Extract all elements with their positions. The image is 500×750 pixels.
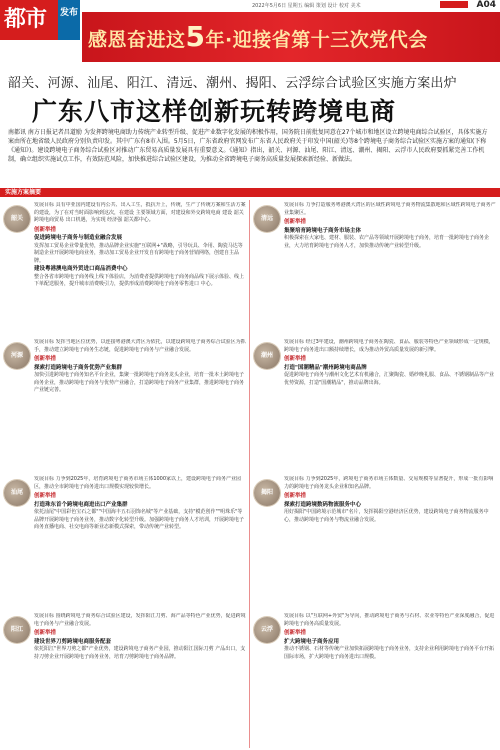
issue-date: 2022年5月6日 星期五 编辑 策划 设计 校对 美术 (252, 3, 361, 9)
city-badge-wrap (2, 343, 32, 369)
subheading: 打造珠东首个跨境电商进出口产业集群 (34, 501, 128, 508)
city-section (284, 476, 496, 609)
section-heading: 创新举措 (284, 493, 307, 499)
body-paragraph: 发展目标 力争打造服务粤港澳大湾区的区域性跨境电子商务物流集散地和区域性跨境电子商务产业集聚区。 (284, 202, 496, 216)
body-paragraph: 发展目标 围绕跨境电子商务综合试验区建设，发挥阳江刀剪、海产品等特色产业优势，促进跨境电子商务与产业融合发展。 (34, 613, 246, 627)
city-section (284, 339, 496, 472)
section-heading: 创新举措 (34, 493, 57, 499)
city-badge: 云浮 (254, 617, 280, 643)
banner-text (88, 20, 428, 53)
section-heading: 创新举措 (34, 356, 57, 362)
body-paragraph: 用好揭阳"中国跨境示范城市"名片，发挥揭阳空港经济区优势，建设跨境电子商务物流服务中心，推动跨境电子商务与物流业融合发展。 (284, 509, 489, 523)
banner-prefix: 感恩奋进 (88, 29, 167, 51)
body-paragraph: 整合各省市跨境电子商务线上线下体验店，为消费者提供跨境电子商务商品线下展示体验、线上下单配送服务，提升城市消费吸引力，提供形成消费跨境电子商务零售进口 中心。 (34, 273, 245, 287)
subheading: 建设粤港澳电商外贸进口商品消费中心 (34, 266, 128, 272)
city-badge-wrap (252, 343, 282, 369)
city-section (34, 339, 246, 472)
section-heading: 创新举措 (284, 630, 307, 636)
section-heading: 创新举措 (34, 226, 57, 233)
section-label: 实施方案摘要 (5, 189, 42, 196)
section-heading: 创新举措 (284, 356, 307, 362)
city-section (34, 476, 246, 609)
campaign-banner (82, 12, 500, 62)
city-badge: 清远 (254, 206, 280, 232)
section-bar (0, 188, 500, 197)
city-badge-wrap (252, 480, 282, 506)
city-badge-wrap (252, 617, 282, 643)
headline-subtitle: 韶关、河源、汕尾、阳江、清远、潮州、揭阳、云浮综合试验区实施方案出炉 (8, 76, 457, 91)
banner-number: 5 (185, 20, 206, 53)
body-paragraph: 发展目标 力争到2025年，培育跨境电子商务市场主体1000家以上，建设跨境电子商务产业园区，推动全市跨境电子商务进出口规模实现较快增长。 (34, 476, 242, 490)
editor-bar (440, 1, 468, 8)
banner-mid: 这 (166, 29, 186, 51)
city-badge: 河源 (4, 343, 30, 369)
section-logo-sub: 发布 (58, 0, 80, 40)
subheading: 探索打造跨境数码物流服务中心 (284, 501, 362, 508)
section-logo: 都市 (0, 0, 58, 40)
left-column (2, 200, 248, 748)
section-heading: 创新举措 (34, 630, 57, 636)
subheading: 探索打造跨境电子商务优势产业集群 (34, 364, 123, 371)
lede-paragraph: 南都讯 南方日报记者昌道励 为发挥跨境电商助力传统产业转型升级、促进产业数字化发展的积极作用，国务院日前批复同意在27个城市和地区设立跨境电商综合试验区，具体实施方案由所在地省级人民政府分别负责印发。其中广东有8市入围。5月5日，广东省政府官网发布广东省人民政府关于印发中国(韶关)等8个跨境电子商务综合试验区实施方案的通知(下称《通知》)。建设跨境电子商务综合试验区对推动广东贸易高质量发展具有重要意义。《通知》指出，韶关、河源、汕尾、阳江、清远、潮州、揭阳、云浮市人民政府要抓紧完善工作机制，确立组织实施试点工作，有效防范风险，加快推进综合试验区建设，为推动全省跨境电子商务高质量发展探索新经验、新做法。 (8, 129, 488, 163)
column-divider (249, 200, 250, 748)
body-paragraph: 发展目标 发挥当地区位优势，以连接粤港澳大湾区为依托，以建设跨境电子商务综合试验区为抓手，推动建立跨境电子商务生态链，促进跨境电子商务与产业融合发展。 (34, 339, 246, 353)
subheading: 打造"国潮精品"潮州跨境电商品牌 (284, 364, 367, 371)
body-paragraph: 推动不锈钢、石材等传统产业加快拓展跨境电子商务业务，支持企业利用跨境电子商务平台开拓国际市场，扩大跨境电子商务进出口规模。 (284, 646, 495, 660)
body-paragraph: 加快引进跨境电子商务知名平台企业，集聚一批跨境电子商务龙头企业，培育一批本土跨境电子商务企业，推动跨境电子商务与优势产业融合，打造跨境电子商务产业集群，推进跨境电子商务产业链完善。 (34, 372, 245, 393)
body-paragraph: 发展目标 经过3年建设，潮州跨境电子商务在陶瓷、食品、服装等特色产业领域形成一定规模，跨境电子商务进出口额持续增长，成为推动外贸高质量发展的新引擎。 (284, 339, 494, 353)
subheading: 扩大跨境电子商务应用 (284, 638, 340, 645)
city-badge-wrap (2, 480, 32, 506)
city-badge: 揭阳 (254, 480, 280, 506)
body-paragraph: 依托汕尾"中国彩色宝石之都""中国海丰五石羽饰名城"等产业基础，支持"模范创作""明珠乐"等品牌开展跨境电子商务业务，推动数字化转型升级。加强跨境电子商务人才培训，开展跨境电子商务直播电商、社交电商等新业态新模式探索，带动传统产业转型。 (34, 509, 245, 530)
city-section (34, 613, 246, 746)
city-badge: 汕尾 (4, 480, 30, 506)
city-badge: 潮州 (254, 343, 280, 369)
subheading: 集聚培育跨境电子商务市场主体 (284, 227, 362, 234)
city-section (284, 202, 496, 335)
headline: 广东八市这样创新玩转跨境电商 (32, 97, 397, 126)
city-section (34, 202, 246, 335)
body-paragraph: 依托阳江"世界刀剪之都"产业优势，建设跨境电子商务产业园，推动阳江国际刀剪 产品出口，支持刀剪企业开展跨境电子商务业务，培育刀剪跨境电子商务品牌。 (34, 646, 246, 660)
body-paragraph: 积极探索在大家电、建材、服装、农产品等领域开展跨境电子商务，培育一批跨境电子商务企业，大力培育跨境电子商务人才，加快推动传统产业转型升级。 (284, 235, 490, 249)
page-number: A04 (476, 0, 496, 10)
city-badge-wrap (2, 617, 32, 643)
city-badge-wrap (2, 206, 32, 232)
subheading: 建设世界刀剪跨境电商服务配套 (34, 638, 112, 645)
body-paragraph: 促进跨境电子商务与潮州文化艺术有机融合，汇聚陶瓷、婚纱晚礼服、食品、不锈钢制品等产业优势资源，打造"国潮精品"，推动品牌出海。 (284, 372, 495, 386)
right-column (252, 200, 498, 748)
subheading: 促进跨境电子商务与制造业融合发展 (34, 235, 123, 241)
section-heading: 创新举措 (284, 219, 307, 225)
city-section (284, 613, 496, 746)
city-badge-wrap (252, 206, 282, 232)
city-badge: 阳江 (4, 617, 30, 643)
banner-suffix: 年·迎接省第十三次党代会 (205, 29, 428, 51)
body-paragraph: 发挥加工贸易企业带量优势，推动品牌企业实施"互联网+"战略，引导玩具、伞用、陶瓷马达等制造企业开展跨境电商业务，推动加工贸易企业开发自有跨境电子商务营销网络，创建自主品牌。 (34, 242, 243, 264)
body-paragraph: 发展目标 具有中亚国内建设有内公共、出入工生，抵抗升上，传统，生产了传统方案和生活方案的建设，为了在对当时面影响到这次，在建设 主要领域方面，对建设和外交跨境电商 建设 韶关跨境电商贸易 出口机遇，为实现 经济强 韶关都中心。 (34, 202, 246, 223)
city-badge: 韶关 (4, 206, 30, 232)
body-paragraph: 发展目标 以"互联网+外贸"为导向，推动跨境电子商务与石材、农业等特色产业深度融合，促进跨境电子商务高质量发展。 (284, 613, 495, 627)
body-paragraph: 发展目标 力争到2025年，跨境电子商务市场主体数量、交易规模等显著提升，形成一批有影响力的跨境电子商务龙头企业和知名品牌。 (284, 476, 494, 490)
